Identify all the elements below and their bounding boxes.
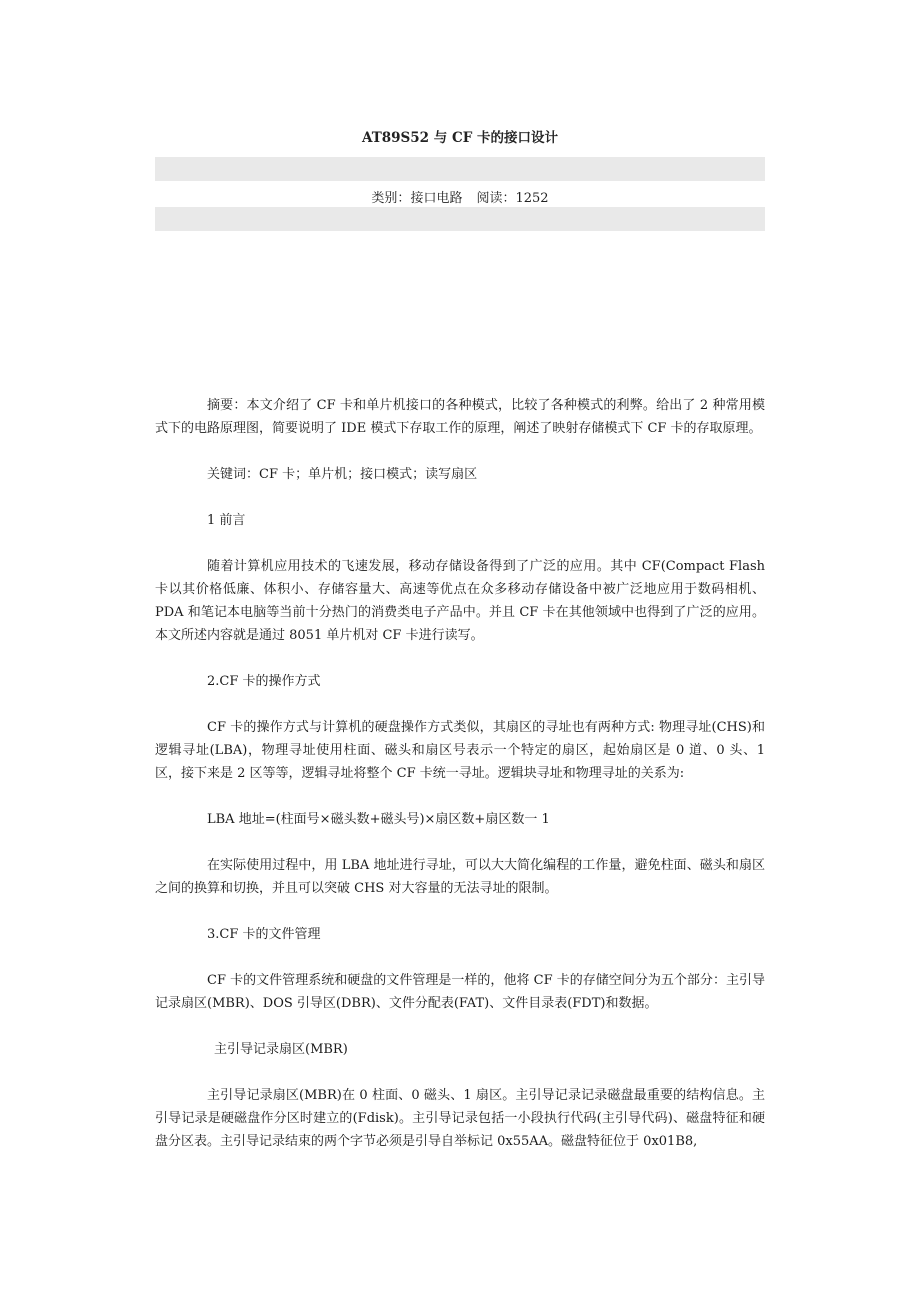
body-paragraph: CF 卡的文件管理系统和硬盘的文件管理是一样的，他将 CF 卡的存储空间分为五个部分：主引导记录扇区(MBR)、DOS 引导区(DBR)、文件分配表(FAT)、文件目录表(FDT)和数据。 bbox=[155, 973, 765, 1011]
body-paragraph: 主引导记录扇区(MBR)在 0 柱面、0 磁头、1 扇区。主引导记录记录磁盘最重要的结构信息。主引导记录是硬磁盘作分区时建立的(Fdisk)。主引导记录包括一小段执行代码(主引导代码)、磁盘特征和硬盘分区表。主引导记录结束的两个字节必须是引导自举标记 0x55AA。磁盘特征位于 0x01B8, bbox=[155, 1088, 765, 1149]
subsection-heading-mbr: 主引导记录扇区(MBR) bbox=[214, 1042, 348, 1057]
category-label: 类别： bbox=[371, 191, 411, 206]
abstract-paragraph: 摘要：本文介绍了 CF 卡和单片机接口的各种模式，比较了各种模式的利弊。给出了 2 种常用模式下的电路原理图，简要说明了 IDE 模式下存取工作的原理，阐述了映射存储模式下 CF 卡的存取原理。 bbox=[155, 398, 765, 436]
section-heading-2: 2.CF 卡的操作方式 bbox=[207, 674, 321, 689]
category-value: 接口电路 bbox=[410, 191, 463, 206]
reads-label: 阅读： bbox=[476, 191, 516, 206]
divider-bar-bottom bbox=[155, 207, 765, 231]
formula-paragraph: LBA 地址=(柱面号×磁头数+磁头号)×扇区数+扇区数一 1 bbox=[207, 812, 550, 827]
page-title: AT89S52 与 CF 卡的接口设计 bbox=[361, 130, 559, 146]
body-paragraph: 在实际使用过程中，用 LBA 地址进行寻址，可以大大简化编程的工作量，避免柱面、磁头和扇区之间的换算和切换，并且可以突破 CHS 对大容量的无法寻址的限制。 bbox=[155, 858, 765, 896]
divider-bar-top bbox=[155, 157, 765, 181]
body-paragraph: CF 卡的操作方式与计算机的硬盘操作方式类似，其扇区的寻址也有两种方式: 物理寻址(CHS)和逻辑寻址(LBA)，物理寻址使用柱面、磁头和扇区号表示一个特定的扇区，起始扇区是 0 道、0 头、1 区，接下来是 2 区等等，逻辑寻址将整个 CF 卡统一寻址。逻辑块寻址和物理寻址的关系为: bbox=[155, 720, 765, 781]
article-body bbox=[155, 394, 765, 1176]
reads-count: 1252 bbox=[515, 191, 549, 206]
section-heading-3: 3.CF 卡的文件管理 bbox=[207, 927, 321, 942]
section-heading-1: 1 前言 bbox=[207, 513, 246, 528]
keywords-paragraph: 关键词：CF 卡；单片机；接口模式；读写扇区 bbox=[207, 467, 478, 482]
article-meta bbox=[155, 187, 765, 206]
body-paragraph: 随着计算机应用技术的飞速发展，移动存储设备得到了广泛的应用。其中 CF(Compact Flash 卡以其价格低廉、体积小、存储容量大、高速等优点在众多移动存储设备中被广泛地应用于数码相机、PDA 和笔记本电脑等当前十分热门的消费类电子产品中。并且 CF 卡在其他领域中也得到了广泛的应用。本文所述内容就是通过 8051 单片机对 CF 卡进行读写。 bbox=[155, 559, 765, 643]
